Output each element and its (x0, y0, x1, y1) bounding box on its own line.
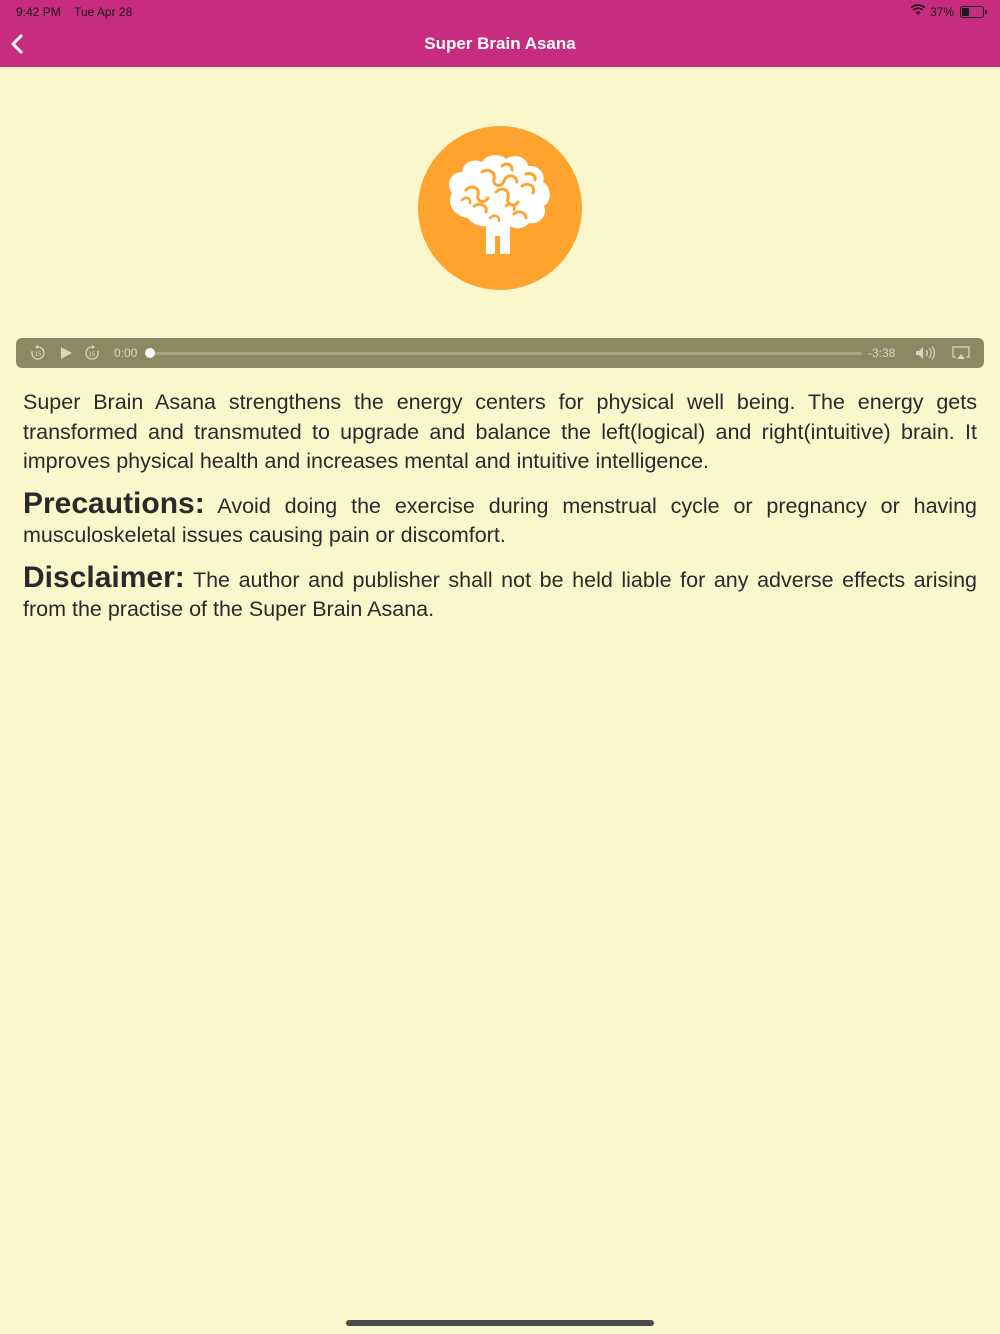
wifi-icon (910, 4, 926, 19)
precautions-text: Avoid doing the exercise during menstrual cycle or pregnancy or having musculoskeletal issues causing pain or discomfort. (23, 493, 977, 547)
home-indicator[interactable] (346, 1320, 654, 1326)
disclaimer-paragraph (23, 560, 977, 625)
remaining-time: -3:38 (868, 346, 896, 360)
forward-15-button[interactable] (82, 344, 102, 362)
rewind-15-button[interactable] (28, 344, 48, 362)
battery-icon (960, 6, 984, 18)
precautions-paragraph (23, 486, 977, 551)
forward-15-icon (84, 345, 100, 361)
svg-text:15: 15 (88, 352, 96, 358)
navigation-bar (0, 0, 1000, 67)
status-date: Tue Apr 28 (74, 5, 133, 19)
disclaimer-text: The author and publisher shall not be held liable for any adverse effects arising from the practise of the Super Brain Asana. (23, 567, 977, 621)
brain-logo (418, 126, 582, 290)
volume-icon (915, 346, 937, 360)
play-icon (59, 346, 73, 360)
precautions-heading: Precautions: (23, 486, 205, 520)
page-title: Super Brain Asana (424, 34, 576, 53)
airplay-button[interactable] (950, 344, 972, 362)
airplay-icon (952, 346, 970, 360)
current-time: 0:00 (114, 346, 138, 360)
progress-thumb[interactable] (145, 348, 155, 358)
svg-text:15: 15 (34, 352, 42, 358)
disclaimer-heading: Disclaimer: (23, 560, 185, 594)
audio-player (16, 338, 984, 368)
volume-button[interactable] (914, 344, 938, 362)
progress-track[interactable] (150, 352, 862, 355)
battery-percent: 37% (929, 4, 954, 19)
description-content (23, 388, 977, 637)
intro-paragraph: Super Brain Asana strengthens the energy centers for physical well being. The energy gets transformed and transmuted to upgrade and balance the left(logical) and right(intuitive) brain. It improves physical health and increases mental and intuitive intelligence. (23, 390, 977, 473)
play-button[interactable] (56, 344, 76, 362)
brain-icon (418, 126, 582, 290)
status-bar (0, 0, 1000, 22)
rewind-15-icon (30, 345, 46, 361)
status-time: 9:42 PM (16, 5, 61, 19)
status-indicators (910, 4, 984, 19)
